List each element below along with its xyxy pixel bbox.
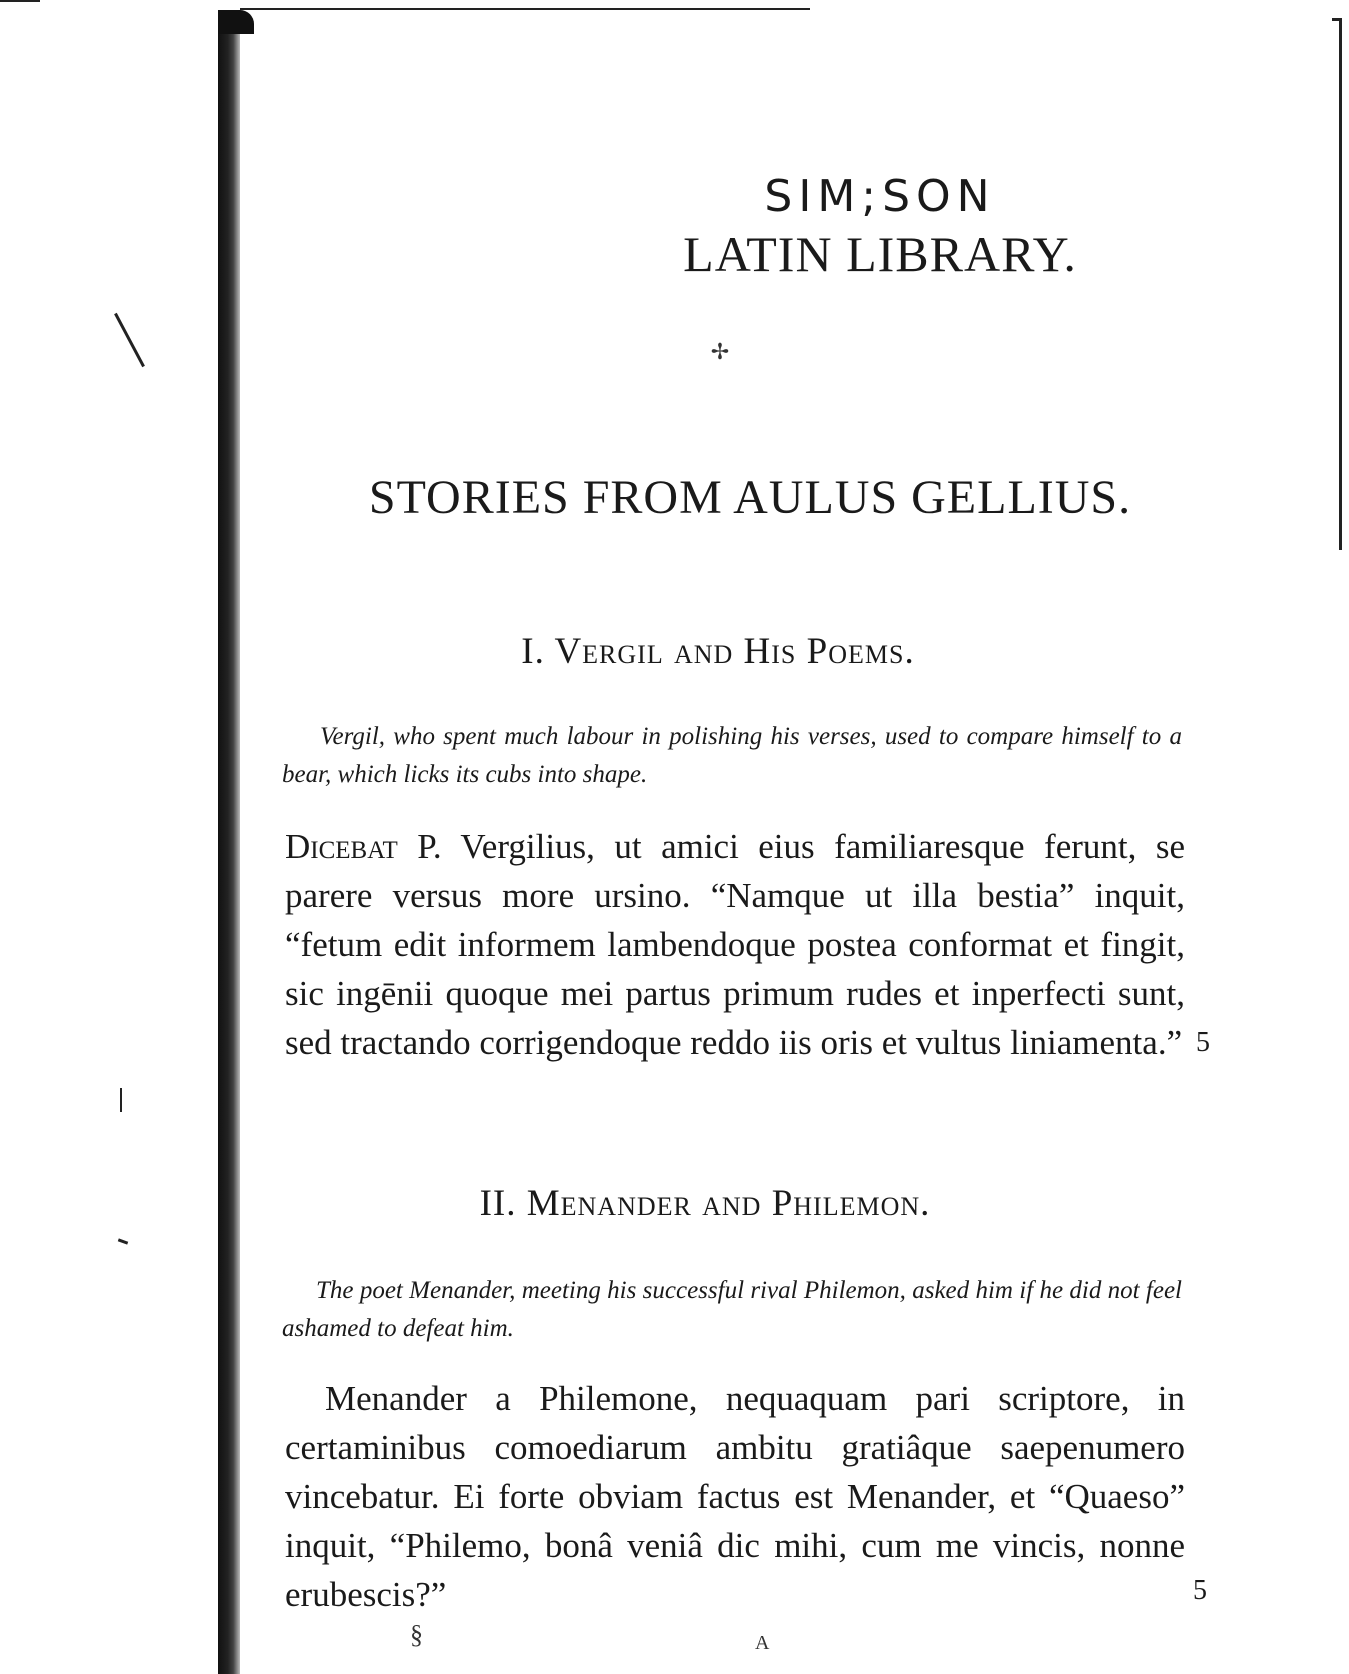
- section-summary-2: The poet Menander, meeting his successful rival Philemon, asked him if he did not feel ashamed to defeat him.: [282, 1277, 1182, 1342]
- scan-scratch: [120, 1088, 122, 1112]
- line-number-1: 5: [1196, 1027, 1210, 1058]
- line-number-2: 5: [1193, 1575, 1207, 1606]
- signature-mark: §: [410, 1620, 423, 1649]
- series-title-line1: SIM;SON: [764, 171, 996, 222]
- scan-scratch: [114, 313, 145, 367]
- section-heading-1: I. Vergil and His Poems.: [521, 631, 915, 672]
- section-text-1: [285, 822, 1185, 1067]
- scan-edge-mark: [0, 0, 40, 2]
- book-spine-shadow: [218, 10, 240, 1674]
- scan-top-rule: [240, 8, 810, 10]
- ornament-icon: ✢: [710, 340, 730, 365]
- scan-scratch: [118, 1238, 128, 1244]
- section-lead-word: Dicebat: [285, 827, 398, 866]
- section-body-1: P. Vergilius, ut amici eius familiaresque ferunt, se parere versus more ursino. “Namque ut illa bestia” inquit, “fetum edit informem lambendoque postea conformat et fingit, sic ingēnii quoque mei partus primum rudes et inperfecti sunt, sed tractando corrigendoque reddo iis oris et vultus liniamenta.”: [285, 827, 1185, 1062]
- series-title: [680, 170, 1080, 284]
- sheet-mark: A: [755, 1632, 770, 1654]
- section-text-2: Menander a Philemone, nequaquam pari scriptore, in certaminibus comoediarum ambitu gratiâque saepenumero vincebatur. Ei forte obviam factus est Menander, et “Quaeso” inquit, “Philemo, bonâ veniâ dic mihi, cum me vincis, nonne erubescis?”: [285, 1379, 1185, 1614]
- book-title: STORIES FROM AULUS GELLIUS.: [368, 471, 1132, 524]
- scan-right-edge: [1339, 20, 1342, 550]
- series-title-line2: LATIN LIBRARY.: [683, 226, 1077, 282]
- section-heading-2: II. Menander and Philemon.: [479, 1183, 931, 1224]
- book-spine-corner: [218, 10, 254, 34]
- section-summary-1: Vergil, who spent much labour in polishing his verses, used to compare himself to a bear, which licks its cubs into shape.: [282, 723, 1182, 788]
